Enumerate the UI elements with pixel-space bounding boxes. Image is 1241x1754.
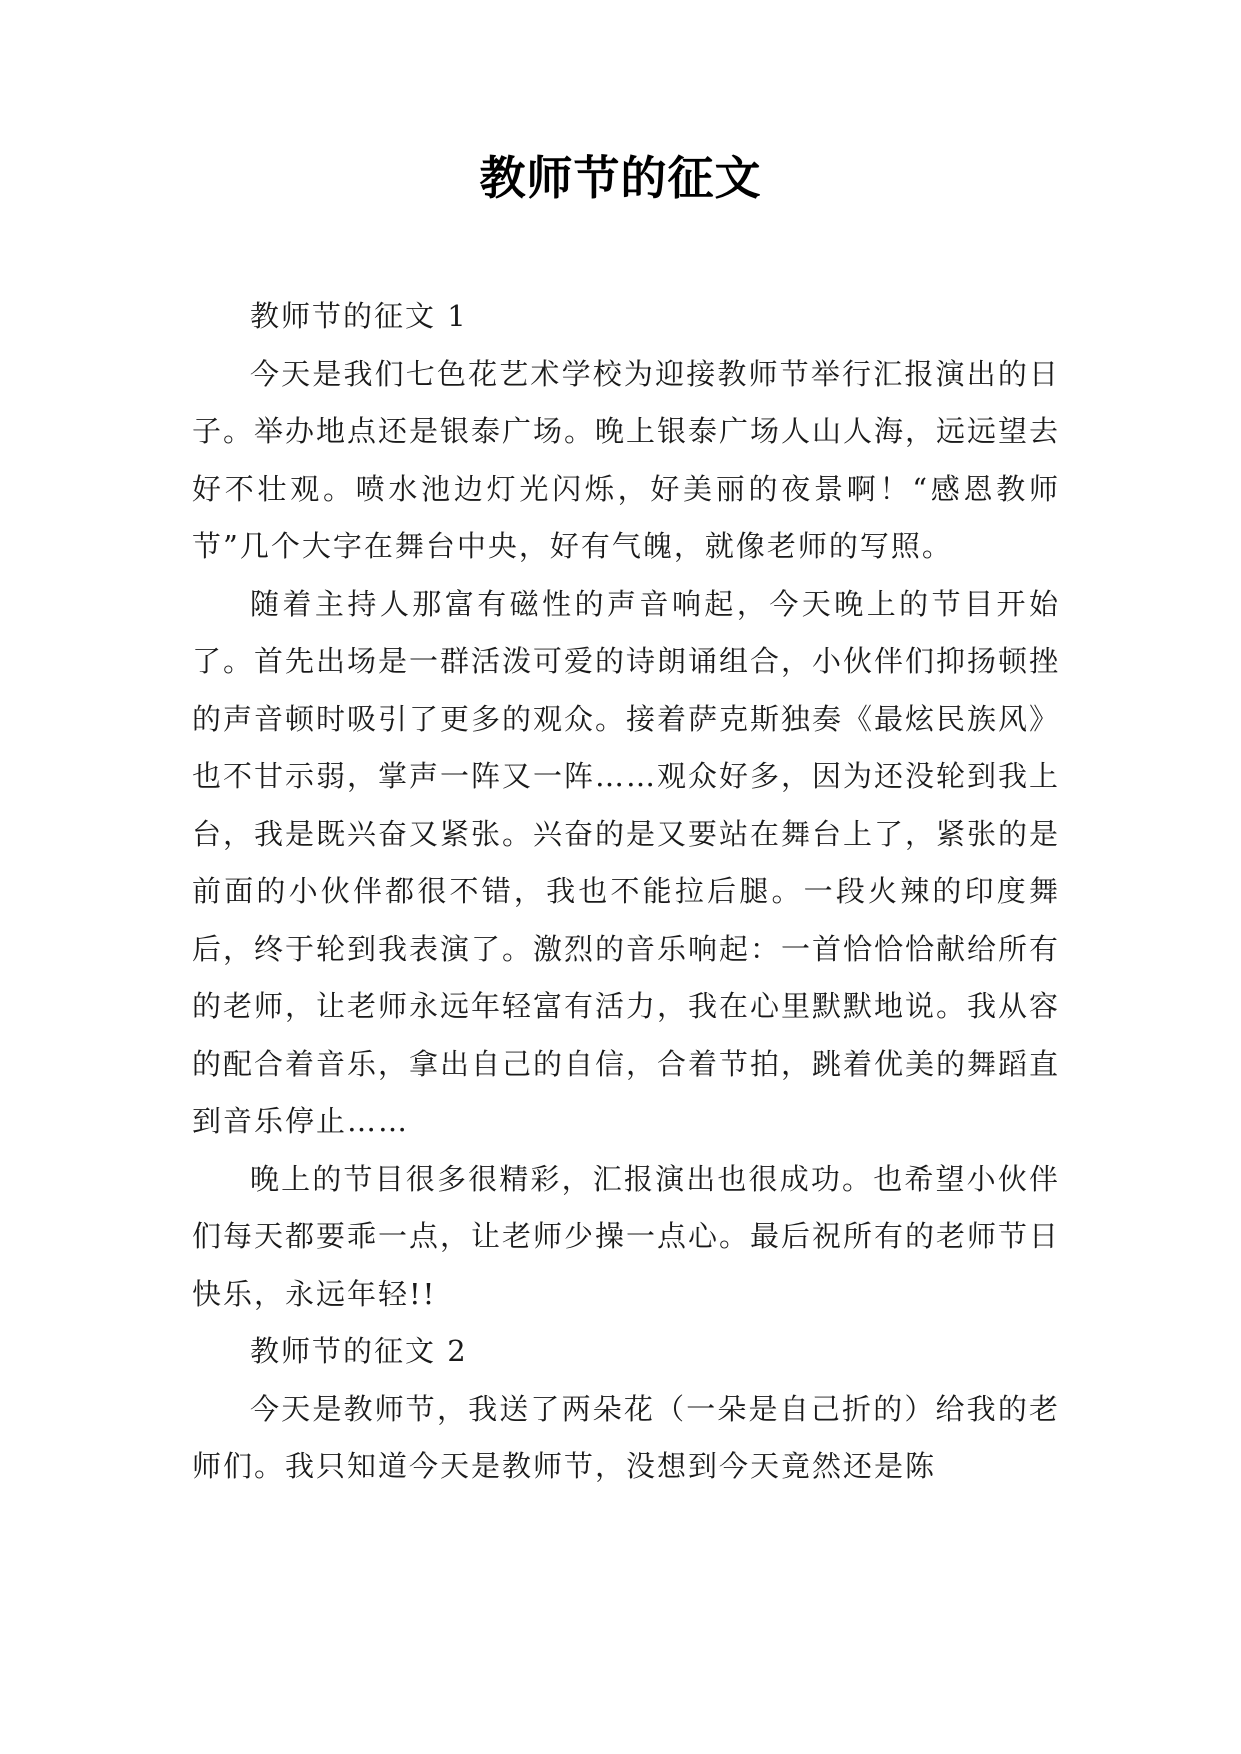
document-body — [192, 288, 1060, 1496]
paragraph: 随着主持人那富有磁性的声音响起，今天晚上的节目开始了。首先出场是一群活泼可爱的诗朗诵组合，小伙伴们抑扬顿挫的声音顿时吸引了更多的观众。接着萨克斯独奏《最炫民族风》也不甘示弱，掌声一阵又一阵……观众好多，因为还没轮到我上台，我是既兴奋又紧张。兴奋的是又要站在舞台上了，紧张的是前面的小伙伴都很不错，我也不能拉后腿。一段火辣的印度舞后，终于轮到我表演了。激烈的音乐响起：一首恰恰恰献给所有的老师，让老师永远年轻富有活力，我在心里默默地说。我从容的配合着音乐，拿出自己的自信，合着节拍，跳着优美的舞蹈直到音乐停止…… — [192, 586, 1061, 1138]
paragraph: 晚上的节目很多很精彩，汇报演出也很成功。也希望小伙伴们每天都要乖一点，让老师少操一点心。最后祝所有的老师节日快乐，永远年轻!! — [192, 1161, 1061, 1311]
section-heading-2: 教师节的征文 2 — [250, 1334, 468, 1368]
page-title: 教师节的征文 — [479, 151, 762, 205]
paragraph: 今天是教师节，我送了两朵花（一朵是自己折的）给我的老师们。我只知道今天是教师节，没想到今天竟然还是陈 — [192, 1391, 1060, 1483]
paragraph: 今天是我们七色花艺术学校为迎接教师节举行汇报演出的日子。举办地点还是银泰广场。晚上银泰广场人山人海，远远望去好不壮观。喷水池边灯光闪烁，好美丽的夜景啊！“感恩教师节”几个大字在舞台中央，好有气魄，就像老师的写照。 — [192, 356, 1061, 563]
section-heading-1: 教师节的征文 1 — [250, 299, 468, 333]
